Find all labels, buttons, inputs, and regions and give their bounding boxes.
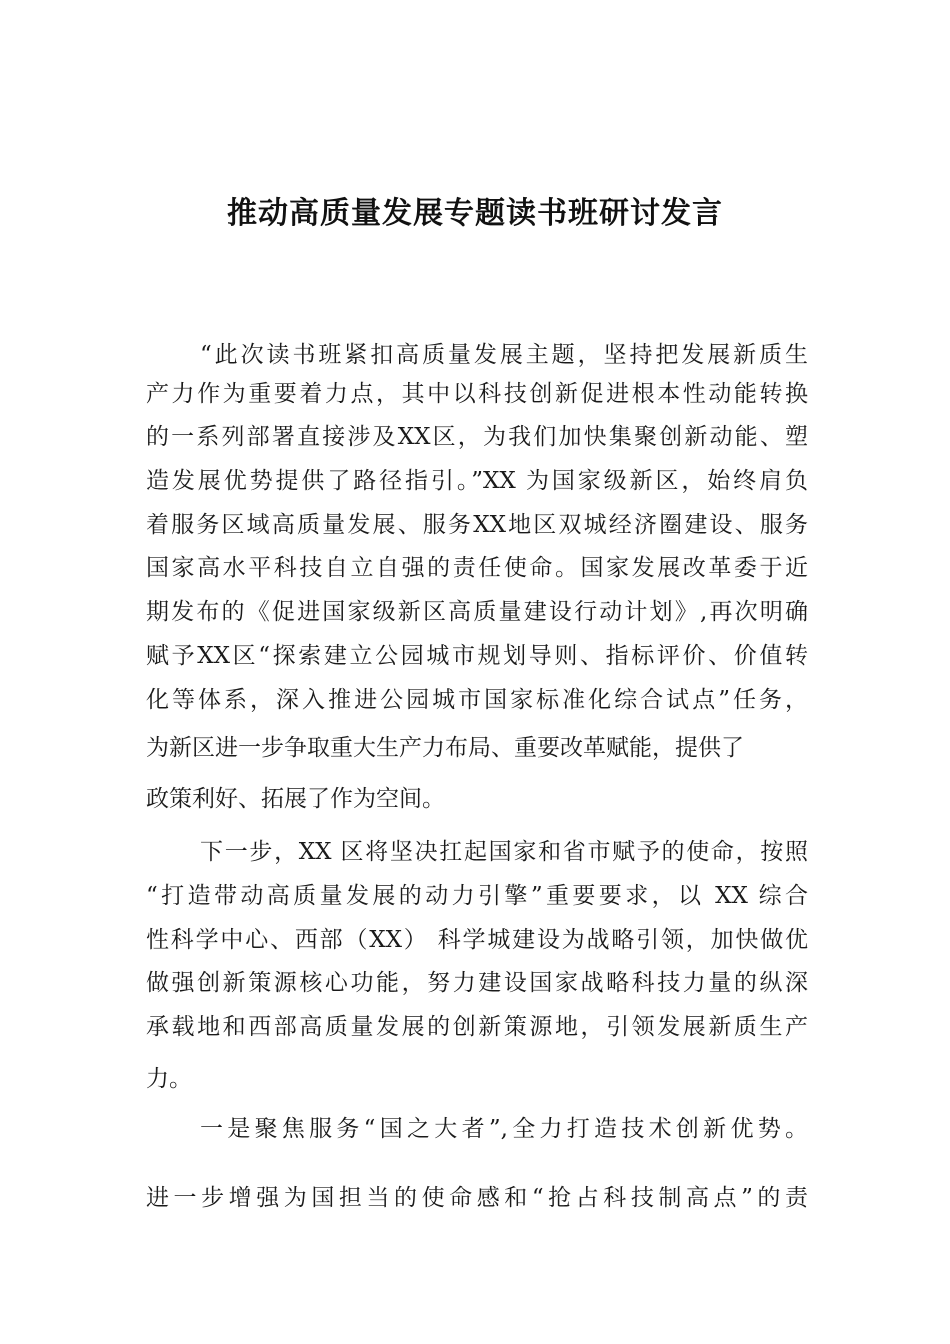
body-line: 政策利好、拓展了作为空间。 — [146, 786, 445, 812]
body-line: 产力作为重要着力点，其中以科技创新促进根本性动能转换 — [146, 381, 808, 407]
body-line: 承载地和西部高质量发展的创新策源地，引领发展新质生产 — [146, 1014, 808, 1040]
body-line: 为新区进一步争取重大生产力布局、重要改革赋能，提供了 — [146, 735, 744, 761]
body-line: 下一步，XX 区将坚决扛起国家和省市赋予的使命，按照 — [200, 839, 808, 865]
body-line: 进一步增强为国担当的使命感和“抢占科技制高点”的责 — [146, 1185, 808, 1211]
body-line: 的一系列部署直接涉及XX区，为我们加快集聚创新动能、塑 — [146, 424, 808, 450]
body-line: 期发布的《促进国家级新区高质量建设行动计划》,再次明确 — [146, 599, 808, 625]
document-title: 推动高质量发展专题读书班研讨发言 — [227, 196, 723, 231]
body-line: 着服务区域高质量发展、服务XX地区双城经济圈建设、服务 — [146, 512, 808, 538]
body-line: 做强创新策源核心功能，努力建设国家战略科技力量的纵深 — [146, 970, 808, 996]
body-line: 造发展优势提供了路径指引。”XX 为国家级新区，始终肩负 — [146, 468, 808, 494]
body-line: 一是聚焦服务“国之大者”,全力打造技术创新优势。 — [200, 1116, 808, 1142]
body-line: 赋予XX区“探索建立公园城市规划导则、指标评价、价值转 — [146, 643, 808, 669]
body-line: 国家高水平科技自立自强的责任使命。国家发展改革委于近 — [146, 555, 808, 581]
body-line: 性科学中心、西部（XX） 科学城建设为战略引领，加快做优 — [146, 927, 808, 953]
body-line: “此次读书班紧扣高质量发展主题，坚持把发展新质生 — [200, 342, 808, 368]
body-line: “打造带动高质量发展的动力引擎”重要要求，以 XX 综合 — [146, 883, 808, 909]
body-line: 化等体系，深入推进公园城市国家标准化综合试点”任务， — [146, 687, 808, 713]
body-line: 力。 — [146, 1066, 192, 1092]
